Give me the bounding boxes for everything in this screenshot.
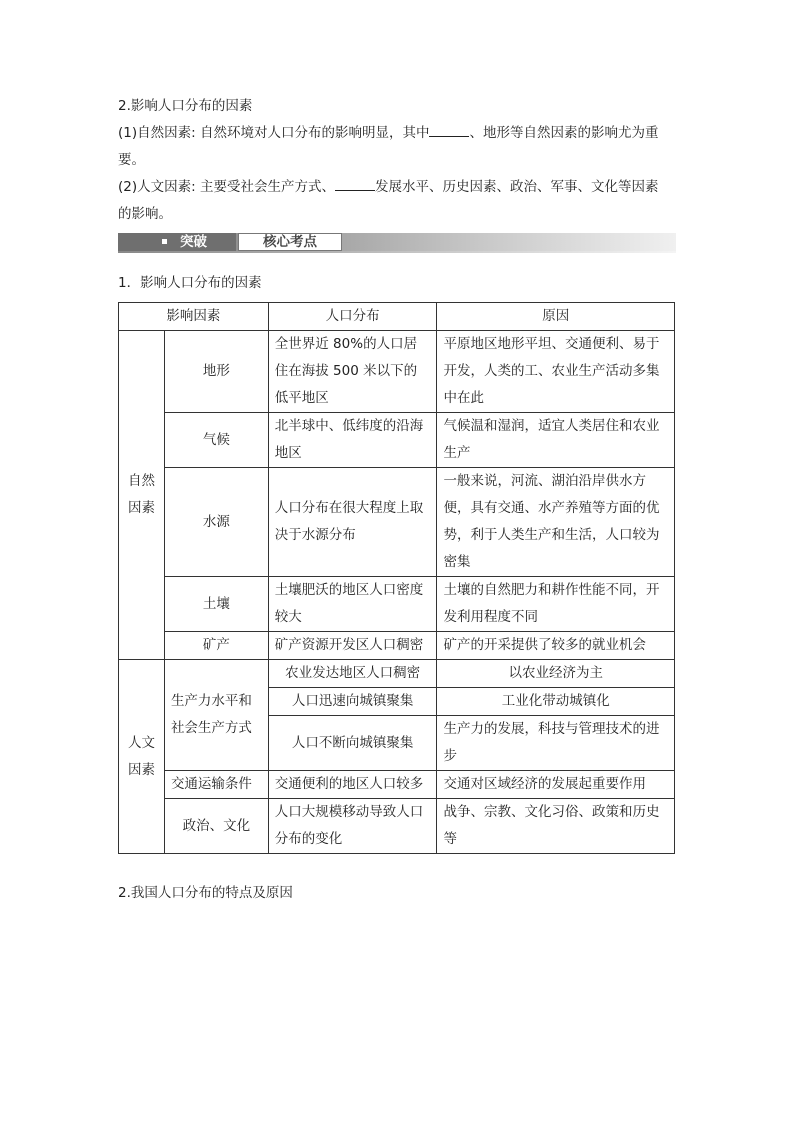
reason-cell: 土壤的自然肥力和耕作性能不同，开发利用程度不同 <box>437 577 675 632</box>
factor-cell: 气候 <box>164 413 268 468</box>
natural-text-before: (1)自然因素: 自然环境对人口分布的影响明显，其中 <box>118 125 430 141</box>
distribution-cell: 人口大规模移动导致人口分布的变化 <box>268 799 437 854</box>
banner-underline <box>118 251 676 253</box>
distribution-cell: 人口迅速向城镇聚集 <box>268 688 437 716</box>
banner-left-label: 突破 <box>180 234 207 250</box>
fill-blank-1[interactable] <box>429 122 469 137</box>
natural-category: 自然 因素 <box>119 331 165 660</box>
header-reason: 原因 <box>437 303 675 331</box>
table-row <box>119 660 675 688</box>
natural-text-after: 、地形等自然因素的影响尤为重 <box>469 125 659 141</box>
table-row <box>119 468 675 577</box>
human-text-after: 发展水平、历史因素、政治、军事、文化等因素 <box>374 179 659 195</box>
section-banner <box>118 233 676 253</box>
human-category: 人文 因素 <box>119 660 165 854</box>
human-text-line2: 的影响。 <box>118 206 172 222</box>
human-text-before: (2)人文因素: 主要受社会生产方式、 <box>118 179 335 195</box>
factors-table <box>118 302 675 854</box>
factor-cell: 交通运输条件 <box>164 771 268 799</box>
natural-text-line2: 要。 <box>118 152 145 168</box>
reason-cell: 工业化带动城镇化 <box>437 688 675 716</box>
factor-cell: 土壤 <box>164 577 268 632</box>
header-factor: 影响因素 <box>119 303 269 331</box>
table-header-row <box>119 303 675 331</box>
table-title: 1．影响人口分布的因素 <box>118 275 262 291</box>
reason-cell: 战争、宗教、文化习俗、政策和历史等 <box>437 799 675 854</box>
section-title-china: 2.我国人口分布的特点及原因 <box>118 885 293 901</box>
factor-cell: 地形 <box>164 331 268 413</box>
banner-tag-key-points: 核心考点 <box>238 233 342 251</box>
table-row <box>119 413 675 468</box>
distribution-cell: 北半球中、低纬度的沿海地区 <box>268 413 437 468</box>
factor-cell: 政治、文化 <box>164 799 268 854</box>
natural-factors-paragraph <box>118 120 658 174</box>
factor-cell: 水源 <box>164 468 268 577</box>
distribution-cell: 土壤肥沃的地区人口密度较大 <box>268 577 437 632</box>
reason-cell: 交通对区域经济的发展起重要作用 <box>437 771 675 799</box>
section-title-factors: 2.影响人口分布的因素 <box>118 98 253 114</box>
table-row <box>119 799 675 854</box>
reason-cell: 平原地区地形平坦、交通便利、易于开发，人类的工、农业生产活动多集中在此 <box>437 331 675 413</box>
table-row <box>119 577 675 632</box>
distribution-cell: 矿产资源开发区人口稠密 <box>268 632 437 660</box>
factor-cell: 生产力水平和社会生产方式 <box>164 660 268 771</box>
reason-cell: 矿产的开采提供了较多的就业机会 <box>437 632 675 660</box>
reason-cell: 气候温和湿润，适宜人类居住和农业生产 <box>437 413 675 468</box>
reason-cell: 一般来说，河流、湖泊沿岸供水方便，具有交通、水产养殖等方面的优势，利于人类生产和生活，人口较为密集 <box>437 468 675 577</box>
table-row <box>119 632 675 660</box>
reason-cell: 以农业经济为主 <box>437 660 675 688</box>
distribution-cell: 农业发达地区人口稠密 <box>268 660 437 688</box>
distribution-cell: 全世界近 80%的人口居住在海拔 500 米以下的低平地区 <box>268 331 437 413</box>
factor-cell: 矿产 <box>164 632 268 660</box>
header-distribution: 人口分布 <box>268 303 437 331</box>
banner-tag-breakthrough <box>118 233 236 251</box>
fill-blank-2[interactable] <box>335 176 375 191</box>
table-row <box>119 331 675 413</box>
reason-cell: 生产力的发展，科技与管理技术的进步 <box>437 716 675 771</box>
distribution-cell: 人口分布在很大程度上取决于水源分布 <box>268 468 437 577</box>
human-factors-paragraph <box>118 174 658 228</box>
bullet-square-icon <box>162 239 167 244</box>
distribution-cell: 人口不断向城镇聚集 <box>268 716 437 771</box>
distribution-cell: 交通便利的地区人口较多 <box>268 771 437 799</box>
table-row <box>119 771 675 799</box>
